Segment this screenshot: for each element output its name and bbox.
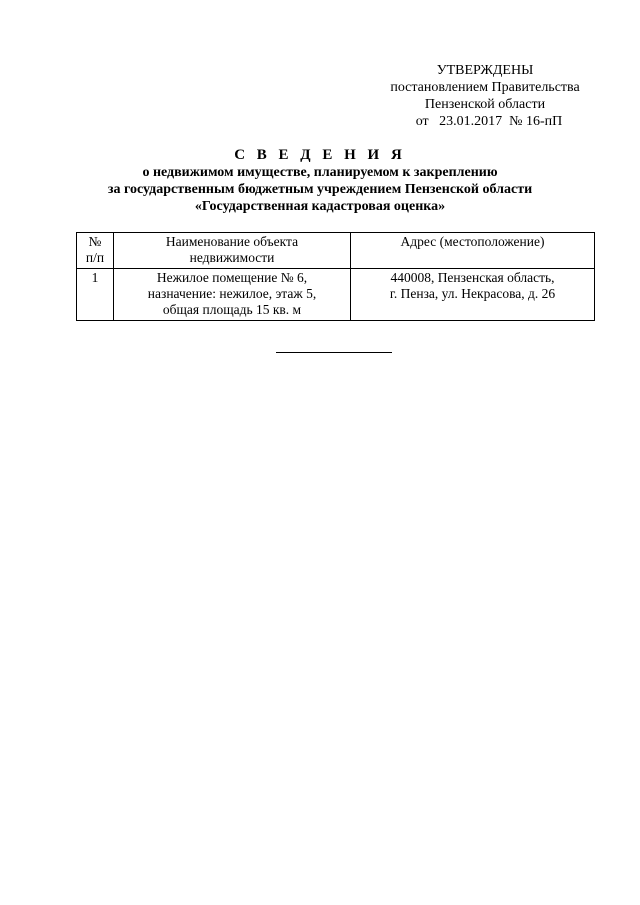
approval-heading: УТВЕРЖДЕНЫ [436,63,534,78]
approval-date-prefix: от [415,114,429,129]
end-separator-line [276,352,392,353]
header-address: Адрес (местоположение) [351,233,595,269]
approval-date-line [360,113,610,130]
document-title: С В Е Д Е Н И Я [234,147,406,163]
header-name: Наименование объекта недвижимости [114,233,351,269]
approval-number: № 16-пП [509,114,563,129]
subtitle-line-1: о недвижимом имуществе, планируемом к закреплению [142,165,498,180]
subtitle-line-2: за государственным бюджетным учреждением Пензенской области [107,182,533,197]
header-num: № п/п [77,233,114,269]
approval-block [360,62,610,130]
document-subtitle [0,164,640,215]
subtitle-line-3: «Государственная кадастровая оценка» [194,199,446,214]
table-row [77,269,595,321]
cell-name: Нежилое помещение № 6, назначение: нежилое, этаж 5, общая площадь 15 кв. м [114,269,351,321]
cell-num: 1 [77,269,114,321]
property-table [76,232,595,321]
approval-authority: постановлением Правительства [390,80,580,95]
approval-region: Пензенской области [424,97,546,112]
table-header-row [77,233,595,269]
approval-date: 23.01.2017 [439,114,503,129]
cell-address: 440008, Пензенская область, г. Пенза, ул. Некрасова, д. 26 [351,269,595,321]
